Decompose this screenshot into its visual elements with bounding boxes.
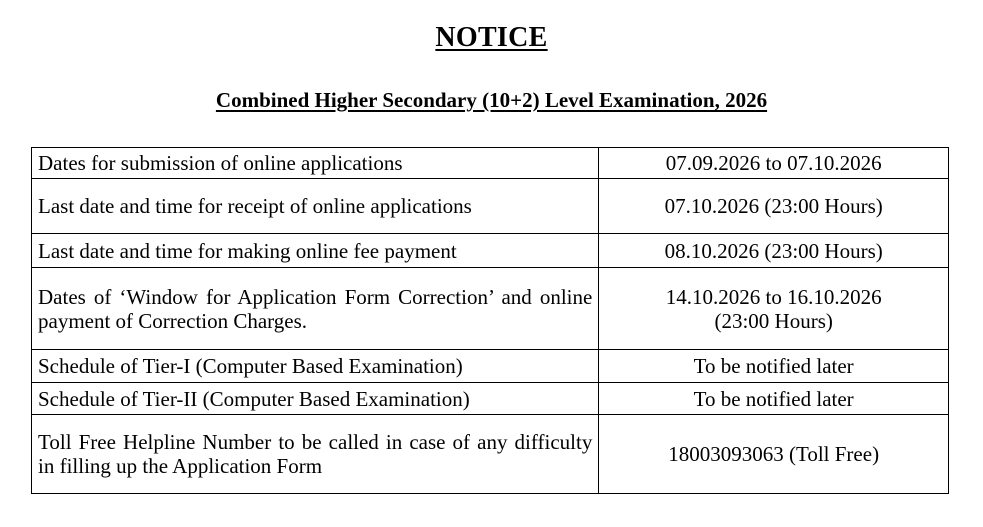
row-value: 07.10.2026 (23:00 Hours): [599, 179, 949, 234]
row-label: Last date and time for making online fee payment: [32, 234, 599, 268]
row-value-line: (23:00 Hours): [714, 308, 833, 333]
exam-title: Combined Higher Secondary (10+2) Level Examination, 2026: [215, 88, 768, 112]
row-value: 08.10.2026 (23:00 Hours): [599, 234, 949, 268]
row-value: [599, 268, 949, 350]
row-label: Last date and time for receipt of online applications: [32, 179, 599, 234]
row-value: 07.09.2026 to 07.10.2026: [599, 148, 949, 179]
row-label: Toll Free Helpline Number to be called in case of any difficulty in filling up the Application Form: [32, 415, 599, 494]
row-value: To be notified later: [599, 350, 949, 383]
table-row: [32, 234, 949, 268]
row-label: Schedule of Tier-II (Computer Based Examination): [32, 383, 599, 415]
row-value-line: 14.10.2026 to 16.10.2026: [665, 284, 882, 309]
table-row: [32, 148, 949, 179]
table-row: [32, 350, 949, 383]
table-row: [32, 179, 949, 234]
table-row: [32, 383, 949, 415]
schedule-table: [31, 147, 949, 494]
table-row: [32, 268, 949, 350]
row-value: To be notified later: [599, 383, 949, 415]
row-label: Schedule of Tier-I (Computer Based Examination): [32, 350, 599, 383]
notice-title: NOTICE: [435, 22, 548, 53]
row-value: 18003093063 (Toll Free): [599, 415, 949, 494]
row-label: Dates of ‘Window for Application Form Correction’ and online payment of Correction Charges.: [32, 268, 599, 350]
row-label: Dates for submission of online applications: [32, 148, 599, 179]
table-row: [32, 415, 949, 494]
